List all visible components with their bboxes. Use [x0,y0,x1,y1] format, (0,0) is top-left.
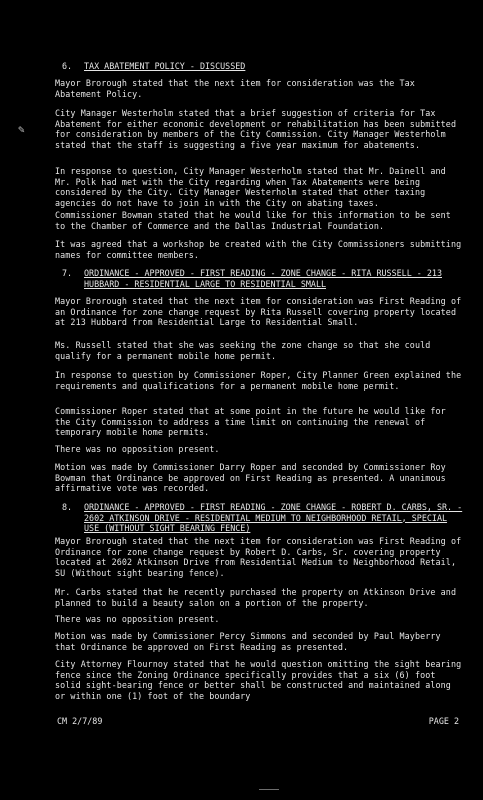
section-7-paragraph-1: Mayor Brorough stated that the next item for consideration was First Reading of an Ordinance for zone change request by Rita Russell covering property located at 213 Hubbard from Residential Large to Residential Small. [55,296,462,328]
section-7-paragraph-3: In response to question by Commissioner Roper, City Planner Green explained the requirements and qualifications for a permanent mobile home permit. [55,370,462,391]
footer-date: CM 2/7/89 [57,716,103,726]
section-6-number: 6. [62,61,73,71]
section-8-paragraph-1: Mayor Brorough stated that the next item for consideration was First Reading of Ordinance for zone change request by Robert D. Carbs, Sr. covering property located at 2602 Atkinson Drive from Residential Medium to Neighborhood Retail, SU (Without sight bearing fence). [55,536,462,578]
page-edge-mark [259,789,279,790]
section-6-paragraph-1: Mayor Brorough stated that the next item for consideration was the Tax Abatement Policy. [55,78,415,99]
handwritten-mark-icon: ✎ [18,123,25,136]
section-7-paragraph-5: There was no opposition present. [55,444,220,454]
page-number: PAGE 2 [428,716,459,726]
section-6-heading: TAX ABATEMENT POLICY - DISCUSSED [84,61,246,71]
section-7-paragraph-6: Motion was made by Commissioner Darry Roper and seconded by Commissioner Roy Bowman that Ordinance be approved on First Reading as presented. A unanimous affirmative vote was recorded. [55,462,446,494]
section-8-paragraph-4: Motion was made by Commissioner Percy Simmons and seconded by Paul Mayberry that Ordinance be approved on First Reading as presented. [55,631,441,652]
section-7-paragraph-2: Ms. Russell stated that she was seeking the zone change so that she could qualify for a permanent mobile home permit. [55,340,431,361]
section-8-heading: ORDINANCE - APPROVED - FIRST READING - ZONE CHANGE - ROBERT D. CARBS, SR. - 2602 ATKINSON DRIVE - RESIDENTIAL MEDIUM TO NEIGHBORHOOD RETAIL, SPECIAL USE (WITHOUT SIGHT BEARING FENCE) [84,502,463,534]
section-6-paragraph-4: Commissioner Bowman stated that he would like for this information to be sent to the Chamber of Commerce and the Dallas Industrial Foundation. [55,210,451,231]
section-8-paragraph-5: City Attorney Flournoy stated that he would question omitting the sight bearing fence since the Zoning Ordinance specifically provides that a six (6) foot solid sight-bearing fence or better shall be constructed and maintained along or within one (1) foot of the boundary [55,659,462,701]
section-7-number: 7. [62,268,73,278]
section-6-paragraph-3: In response to question, City Manager Westerholm stated that Mr. Dainell and Mr. Polk had met with the City regarding when Tax Abatements were being considered by the City. City Manager Westerholm stated that other taxing agencies do not have to join in with the City on abating taxes. [55,166,446,208]
section-7-heading: ORDINANCE - APPROVED - FIRST READING - ZONE CHANGE - RITA RUSSELL - 213 HUBBARD - RESIDENTIAL LARGE TO RESIDENTIAL SMALL [84,268,442,289]
section-7-paragraph-4: Commissioner Roper stated that at some point in the future he would like for the City Commission to address a time limit on continuing the renewal of temporary mobile home permits. [55,406,446,438]
section-8-paragraph-3: There was no opposition present. [55,614,220,624]
section-8-number: 8. [62,502,73,512]
section-6-paragraph-5: It was agreed that a workshop be created with the City Commissioners submitting names for committee members. [55,239,462,260]
section-8-paragraph-2: Mr. Carbs stated that he recently purchased the property on Atkinson Drive and planned to build a beauty salon on a portion of the property. [55,587,457,608]
section-6-paragraph-2: City Manager Westerholm stated that a brief suggestion of criteria for Tax Abatement for either economic development or rehabilitation has been submitted for consideration by members of the City Commission. City Manager Westerholm stated that the staff is suggesting a five year maximum for abatements. [55,108,457,150]
